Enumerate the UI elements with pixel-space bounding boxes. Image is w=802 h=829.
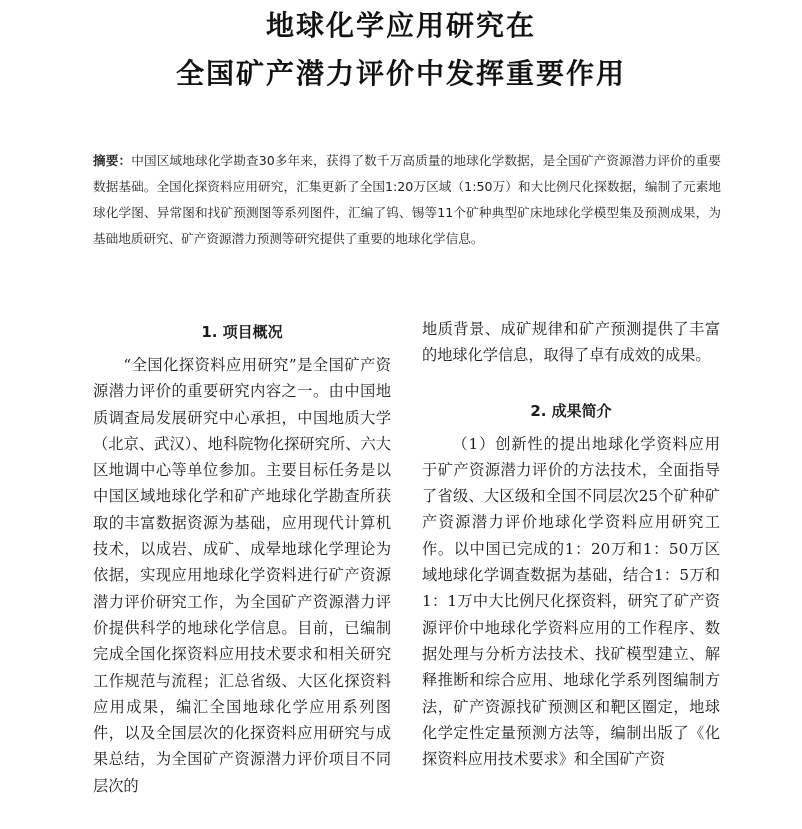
section-1-heading: 1. 项目概况 xyxy=(201,323,283,341)
abstract xyxy=(93,148,721,252)
section-1-paragraph-continued: 地质背景、成矿规律和矿产预测提供了丰富的地球化学信息，取得了卓有成效的成果。 xyxy=(422,320,720,365)
section-2-heading: 2. 成果简介 xyxy=(530,401,612,420)
section-2-paragraph: （1）创新性的提出地球化学资料应用于矿产资源潜力评价的方法技术，全面指导了省级、大区级和全国不同层次25个矿种矿产资源潜力评价地球化学资料应用研究工作。以中国已完成的1：20万和1：50万区域地球化学调查数据为基础，结合1：5万和1：1万中大比例尺化探资料，研究了矿产资源评价中地球化学资料应用的工作程序、数据处理与分析方法技术、找矿模型建立、解释推断和综合应用、地球化学系列图编制方法，矿产资源找矿预测区和靶区圈定，地球化学定性定量预测方法等，编制出版了《化探资料应用技术要求》和全国矿产资 xyxy=(422,434,720,769)
article-title xyxy=(0,2,802,98)
abstract-label: 摘要： xyxy=(93,153,132,168)
right-column xyxy=(422,316,720,772)
section-1-paragraph: “全国化探资料应用研究”是全国矿产资源潜力评价的重要研究内容之一。由中国地质调查局发展研究中心承担，中国地质大学（北京、武汉）、地科院物化探研究所、六大区地调中心等单位参加。主要目标任务是以中国区域地球化学和矿产地球化学勘查所获取的丰富数据资源为基础，应用现代计算机技术，以成岩、成矿、成晕地球化学理论为依据，实现应用地球化学资料进行矿产资源潜力评价研究工作，为全国矿产资源潜力评价提供科学的地球化学信息。目前，已编制完成全国化探资料应用技术要求和相关研究工作规范与流程；汇总省级、大区化探资料应用成果，编汇全国地球化学应用系列图件，以及全国层次的化探资料应用研究与成果总结，为全国矿产资源潜力评价项目不同层次的 xyxy=(93,356,391,795)
title-line-1: 地球化学应用研究在 xyxy=(265,9,536,42)
abstract-text: 中国区域地球化学勘查30多年来，获得了数千万高质量的地球化学数据，是全国矿产资源潜力评价的重要数据基础。全国化探资料应用研究，汇集更新了全国1:20万区域（1:50万）和大比例尺化探数据，编制了元素地球化学图、异常图和找矿预测图等系列图件，汇编了钨、锡等11个矿种典型矿床地球化学模型集及预测成果，为基础地质研究、矿产资源潜力预测等研究提供了重要的地球化学信息。 xyxy=(93,153,721,246)
left-column xyxy=(93,316,391,799)
title-line-2: 全国矿产潜力评价中发挥重要作用 xyxy=(175,57,626,90)
